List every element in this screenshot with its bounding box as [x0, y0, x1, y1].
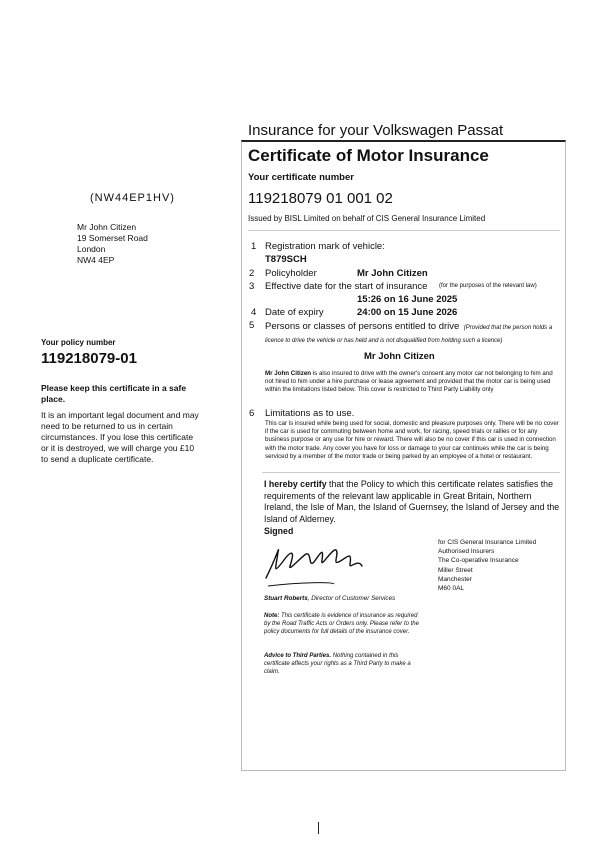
item-5-text-bold: Mr John Citizen: [265, 370, 312, 377]
insurer-details: [438, 538, 536, 593]
divider: [248, 230, 560, 231]
item-5-text-body: is also insured to drive with the owner's consent any motor car not belonging to him and not hired to him under a hire purchase or lease agreement and provided that the motor car is being used within the limitations listed below. This cover is restricted to Third Party Liability only: [265, 370, 553, 394]
insurer-line: Miller Street: [438, 566, 473, 574]
address-line: 19 Somerset Road: [77, 233, 148, 243]
insurer-line: M60 0AL: [438, 585, 465, 593]
insurer-line: Manchester: [438, 575, 472, 583]
item-3-number: 3: [249, 281, 255, 292]
signatory: [264, 595, 395, 602]
issued-by: Issued by BISL Limited on behalf of CIS General Insurance Limited: [248, 214, 486, 223]
important-notice: It is an important legal document and may need to be returned to us in certain circumstances. If you lose this certificate or it is destroyed, we will charge you £10 to send a duplicate certificate.: [41, 410, 199, 464]
address-line: NW4 4EP: [77, 255, 115, 265]
note-text: This certificate is evidence of insurance as required by the Road Traffic Acts or Orders only. Please refer to the policy documents for full details of the insurance cover.: [264, 613, 419, 635]
policy-number: 119218079-01: [41, 350, 137, 367]
insurer-line: The Co-operative Insurance: [438, 557, 519, 565]
item-5-heading: [265, 320, 560, 346]
item-6-label: Limitations as to use.: [265, 408, 355, 419]
signatory-role: , Director of Customer Services: [307, 595, 396, 602]
reference-code: (NW44EP1HV): [90, 192, 175, 204]
certify-statement: [264, 479, 560, 525]
item-6-text: This car is insured while being used for social, domestic and pleasure purposes only. There will be no cover if the car is used for commuting between home and work, for racing, speed trials or rallies or for any business purpose or any use for hire or reward. There will also be no cover if this car is used in connection with the motor trade. Any cover you have for loss or damage to your car continues while the car is being serviced by a member of the motor trade or being parked by an employee of a hotel or restaurant.: [265, 420, 559, 460]
postal-address: [77, 222, 148, 266]
top-heading: Insurance for your Volkswagen Passat: [248, 122, 504, 139]
note: [264, 612, 424, 636]
page-mark: [318, 822, 319, 834]
insurer-line: for CIS General Insurance Limited: [438, 539, 537, 546]
certificate-number: 119218079 01 001 02: [248, 190, 393, 207]
item-1-number: 1: [251, 241, 257, 252]
item-5-label: Persons or classes of persons entitled to drive: [265, 321, 460, 332]
item-2-label: Policyholder: [265, 268, 317, 279]
advice-text: Nothing contained in this certificate affects your rights as a Third Party to make a claim.: [264, 653, 411, 675]
note-label: Note:: [264, 613, 280, 619]
item-5-note: (Provided that the person holds a licence to drive the vehicle or has held and is not disqualified from holding such a licence): [265, 325, 553, 344]
certify-text: that the Policy to which this certificate relates satisfies the requirements of the relevant law applicable in Great Britain, Northern Ireland, the Isle of Man, the Island of Guernsey, the Island of Jersey and the Island of Alderney.: [264, 479, 560, 524]
expiry-date: 24:00 on 15 June 2026: [357, 307, 458, 318]
address-line: London: [77, 244, 106, 254]
advice-label: Advice to Third Parties.: [264, 653, 332, 659]
named-driver: Mr John Citizen: [364, 351, 435, 362]
signature: [262, 538, 372, 590]
item-6-number: 6: [249, 408, 255, 419]
item-5-text: [265, 370, 560, 395]
registration-mark: T879SCH: [265, 254, 307, 265]
divider: [262, 472, 560, 473]
item-5-number: 5: [249, 320, 255, 331]
item-1-label: Registration mark of vehicle:: [265, 241, 385, 252]
insurer-line: Authorised Insurers: [438, 548, 495, 556]
item-3-note: (for the purposes of the relevant law): [439, 283, 537, 289]
effective-date: 15:26 on 16 June 2025: [357, 294, 458, 305]
signed-label: Signed: [264, 526, 294, 536]
certificate-number-label: Your certificate number: [248, 172, 354, 183]
item-4-number: 4: [251, 307, 257, 318]
advice: [264, 652, 424, 676]
signatory-name: Stuart Roberts: [264, 595, 308, 602]
policy-number-label: Your policy number: [41, 338, 116, 347]
keep-notice: Please keep this certificate in a safe place.: [41, 383, 187, 404]
certificate-title: Certificate of Motor Insurance: [248, 146, 489, 165]
item-2-number: 2: [249, 268, 255, 279]
item-4-label: Date of expiry: [265, 307, 324, 318]
policyholder-name: Mr John Citizen: [357, 268, 428, 279]
item-3-label: Effective date for the start of insurance: [265, 281, 428, 292]
certify-bold: I hereby certify: [264, 479, 327, 489]
address-line: Mr John Citizen: [77, 222, 137, 232]
